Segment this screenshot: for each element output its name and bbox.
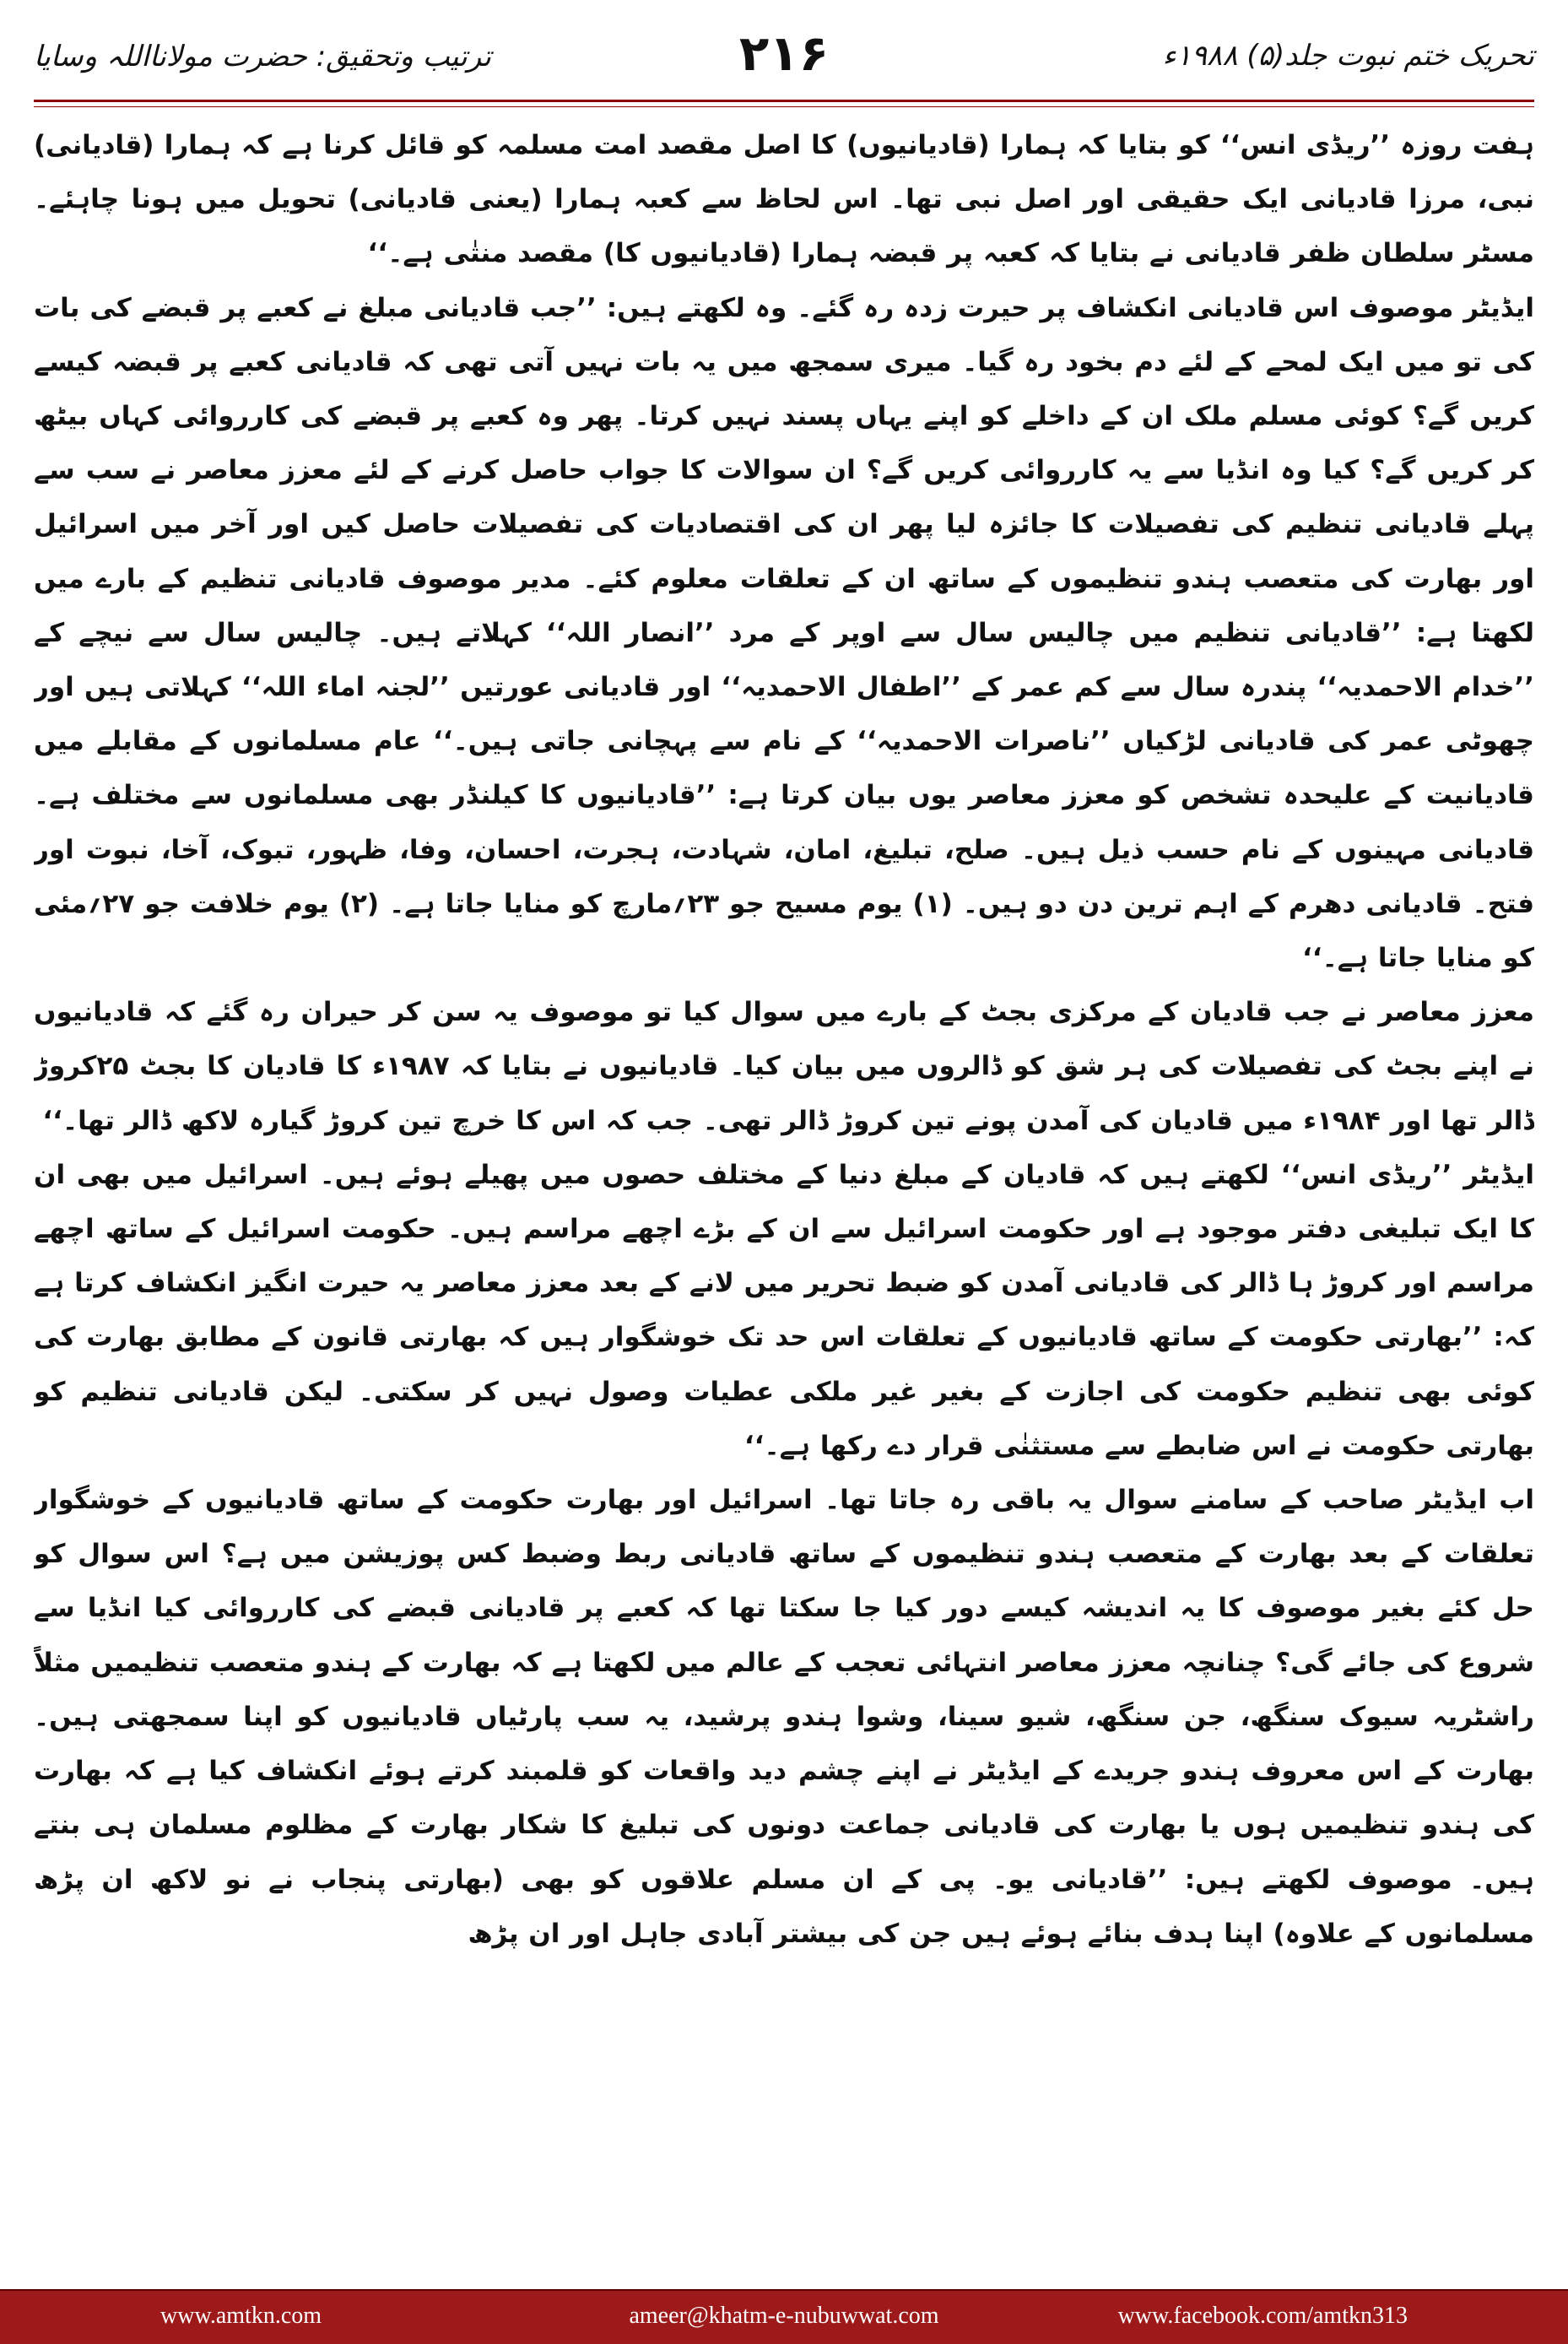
page-body (34, 118, 1534, 2283)
header-divider-thin (34, 106, 1534, 107)
facebook-link[interactable]: www.facebook.com/amtkn313 (1117, 2303, 1408, 2329)
paragraph: معزز معاصر نے جب قادیان کے مرکزی بجٹ کے بارے میں سوال کیا تو موصوف یہ سن کر حیران رہ گئے کہ قادیانیوں نے اپنے بجٹ کی تفصیلات کی ہر شق کو ڈالروں میں بیان کیا۔ قادیانیوں نے بتایا کہ ۱۹۸۷ء کا قادیان کا بجٹ ۲۵کروڑ ڈالر تھا اور ۱۹۸۴ء میں قادیان کی آمدن پونے تین کروڑ ڈالر تھی۔ جب کہ اس کا خرچ تین کروڑ گیارہ لاکھ ڈالر تھا۔‘‘ (34, 997, 1534, 1136)
page-number: ۲۱۶ (738, 24, 830, 82)
paragraph: ہفت روزہ ’’ریڈی انس‘‘ کو بتایا کہ ہمارا (قادیانیوں) کا اصل مقصد امت مسلمہ کو قائل کرنا ہے کہ ہمارا (قادیانی) نبی، مرزا قادیانی ایک حقیقی اور اصل نبی تھا۔ اس لحاظ سے کعبہ ہمارا (یعنی قادیانی) تحویل میں ہونا چاہئے۔ مسٹر سلطان ظفر قادیانی نے بتایا کہ کعبہ پر قبضہ ہمارا (قادیانیوں کا) مقصد منتٰی ہے۔‘‘ (34, 130, 1534, 269)
page-header (34, 24, 1534, 100)
email-link[interactable]: ameer@khatm-e-nubuwwat.com (629, 2303, 939, 2329)
paragraph: اب ایڈیٹر صاحب کے سامنے سوال یہ باقی رہ جاتا تھا۔ اسرائیل اور بھارت حکومت کے ساتھ قادیانیوں کے خوشگوار تعلقات کے بعد بھارت کے متعصب ہندو تنظیموں کے ساتھ قادیانی ربط وضبط کس پوزیشن میں ہے؟ اس سوال کو حل کئے بغیر موصوف کا یہ اندیشہ کیسے دور کیا جا سکتا تھا کہ کعبے پر قادیانی قبضے کی کارروائی کیا انڈیا سے شروع کی جائے گی؟ چنانچہ معزز معاصر انتہائی تعجب کے عالم میں لکھتا ہے کہ بھارت کے ہندو متعصب تنظیمیں مثلاً راشٹریہ سیوک سنگھ، جن سنگھ، شیو سینا، وشوا ہندو پرشید، یہ سب پارٹیاں قادیانیوں کو اپنا سمجھتی ہیں۔ بھارت کے اس معروف ہندو جریدے کے ایڈیٹر نے اپنے چشم دید واقعات کو قلمبند کرتے ہوئے انکشاف کیا ہے کہ بھارت کی ہندو تنظیمیں ہوں یا بھارت کی قادیانی جماعت دونوں کی تبلیغ کا شکار بھارت کے مظلوم مسلمان ہی بنتے ہیں۔ موصوف لکھتے ہیں: ’’قادیانی یو۔ پی کے ان مسلم علاقوں کو بھی (بھارتی پنجاب نے نو لاکھ ان پڑھ مسلمانوں کے علاوہ) اپنا ہدف بنائے ہوئے ہیں جن کی بیشتر آبادی جاہل اور ان پڑھ (34, 1485, 1534, 1949)
book-title: تحریک ختم نبوت جلد(۵) ۱۹۸۸ء (1162, 39, 1534, 73)
header-divider-thick (34, 100, 1534, 102)
paragraph: ایڈیٹر ’’ریڈی انس‘‘ لکھتے ہیں کہ قادیان کے مبلغ دنیا کے مختلف حصوں میں پھیلے ہوئے ہیں۔ اسرائیل میں بھی ان کا ایک تبلیغی دفتر موجود ہے اور حکومت اسرائیل سے ان کے بڑے اچھے مراسم ہیں۔ حکومت اسرائیل کے ساتھ اچھے مراسم اور کروڑ ہا ڈالر کی قادیانی آمدن کو ضبط تحریر میں لانے کے بعد معزز معاصر یہ حیرت انگیز انکشاف کرتا ہے کہ: ’’بھارتی حکومت کے ساتھ قادیانیوں کے تعلقات اس حد تک خوشگوار ہیں کہ بھارتی قانون کے مطابق بھارت کی کوئی بھی تنظیم حکومت کی اجازت کے بغیر غیر ملکی عطیات وصول نہیں کر سکتی۔ لیکن قادیانی تنظیم کو بھارتی حکومت نے اس ضابطے سے مستثنٰی قرار دے رکھا ہے۔‘‘ (34, 1159, 1534, 1461)
page-footer (0, 2289, 1568, 2344)
paragraph: ایڈیٹر موصوف اس قادیانی انکشاف پر حیرت زدہ رہ گئے۔ وہ لکھتے ہیں: ’’جب قادیانی مبلغ نے کعبے پر قبضے کی بات کی تو میں ایک لمحے کے لئے دم بخود رہ گیا۔ میری سمجھ میں یہ بات نہیں آتی تھی کہ قادیانی کعبے پر قبضہ کیسے کریں گے؟ کوئی مسلم ملک ان کے داخلے کو اپنے یہاں پسند نہیں کرتا۔ پھر وہ کعبے پر قبضے کی کارروائی کہاں بیٹھ کر کریں گے؟ کیا وہ انڈیا سے یہ کارروائی کریں گے؟ ان سوالات کا جواب حاصل کرنے کے لئے معزز معاصر نے سب سے پہلے قادیانی تنظیم کی تفصیلات کا جائزہ لیا پھر ان کی اقتصادیات کی تفصیلات حاصل کیں اور آخر میں اسرائیل اور بھارت کی متعصب ہندو تنظیموں کے ساتھ ان کے تعلقات معلوم کئے۔ مدیر موصوف قادیانی تنظیم کے بارے میں لکھتا ہے: ’’قادیانی تنظیم میں چالیس سال سے اوپر کے مرد ’’انصار اللہ‘‘ کہلاتے ہیں۔ چالیس سال سے نیچے کے ’’خدام الاحمدیہ‘‘ پندرہ سال سے کم عمر کے ’’اطفال الاحمدیہ‘‘ اور قادیانی عورتیں ’’لجنہ اماء اللہ‘‘ کہلاتی ہیں اور چھوٹی عمر کی قادیانی لڑکیاں ’’ناصرات الاحمدیہ‘‘ کے نام سے پہچانی جاتی ہیں۔‘‘ عام مسلمانوں کے مقابلے میں قادیانیت کے علیحدہ تشخص کو معزز معاصر یوں بیان کرتا ہے: ’’قادیانیوں کا کیلنڈر بھی مسلمانوں سے مختلف ہے۔ قادیانی مہینوں کے نام حسب ذیل ہیں۔ صلح، تبلیغ، امان، شہادت، ہجرت، احسان، وفا، ظہور، تبوک، آخا، نبوت اور فتح۔ قادیانی دھرم کے اہم ترین دن دو ہیں۔ (۱) یوم مسیح جو ۲۳؍مارچ کو منایا جاتا ہے۔ (۲) یوم خلافت جو ۲۷؍مئی کو منایا جاتا ہے۔‘‘ (34, 292, 1534, 974)
compiler-credit: ترتیب وتحقیق: حضرت مولانااللہ وسایا (34, 40, 491, 73)
website-link[interactable]: www.amtkn.com (160, 2303, 322, 2329)
